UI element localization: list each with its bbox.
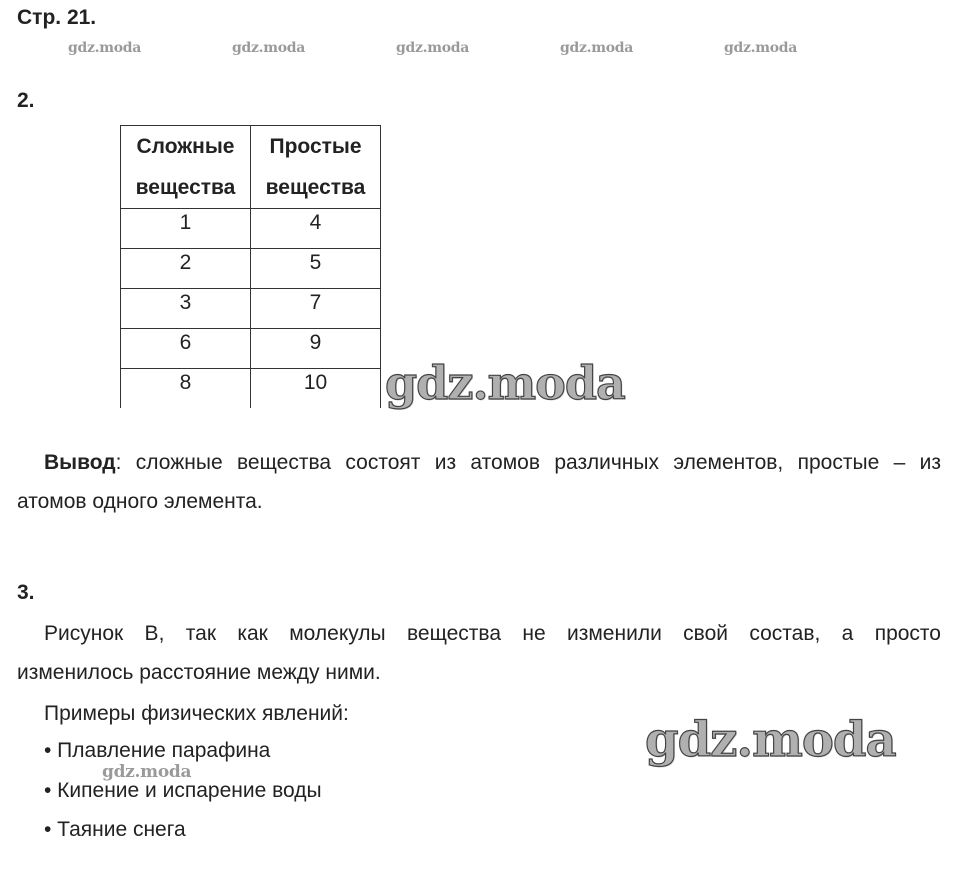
list-item: • Плавление парафина: [44, 739, 271, 762]
header-simple: [251, 126, 381, 209]
list-item: • Таяние снега: [44, 818, 186, 841]
header-complex: [121, 126, 251, 209]
watermark: gdz.moda: [102, 762, 192, 782]
table-cell: 1: [121, 209, 251, 249]
table-row: [121, 329, 381, 369]
table-header-row: [121, 126, 381, 209]
task-3-number: 3.: [17, 581, 35, 604]
table-row: [121, 249, 381, 289]
header-simple-label: Простые вещества: [265, 135, 366, 199]
page-title: Стр. 21.: [17, 6, 97, 29]
header-complex-label: Сложные вещества: [135, 135, 236, 199]
conclusion-line-2: атомов одного элемента.: [17, 490, 263, 513]
table-cell: 2: [121, 249, 251, 289]
watermark: gdz.moda: [232, 40, 306, 56]
conclusion-line-1: [17, 443, 941, 482]
list-item: • Кипение и испарение воды: [44, 779, 322, 802]
task-3-line-2: изменилось расстояние между ними.: [17, 661, 381, 684]
table-cell: 6: [121, 329, 251, 369]
task-2-number: 2.: [17, 89, 35, 112]
watermark: gdz.moda: [68, 40, 142, 56]
table-cell: 5: [251, 249, 381, 289]
table-row: [121, 289, 381, 329]
table-cell: 4: [251, 209, 381, 249]
watermark: gdz.moda: [724, 40, 798, 56]
examples-title: Примеры физических явлений:: [44, 702, 349, 725]
table-cell: 10: [251, 369, 381, 409]
conclusion-label: Вывод: [44, 451, 116, 474]
watermark: gdz.moda: [396, 40, 470, 56]
watermark: gdz.moda: [385, 356, 625, 410]
table-cell: 7: [251, 289, 381, 329]
table-cell: 8: [121, 369, 251, 409]
table-row: [121, 369, 381, 409]
watermark: gdz.moda: [560, 40, 634, 56]
table-cell: 3: [121, 289, 251, 329]
table-row: [121, 209, 381, 249]
task-3-line-1: Рисунок В, так как молекулы вещества не изменили свой состав, а просто: [44, 622, 941, 645]
watermark: gdz.moda: [645, 712, 896, 768]
substances-table: [120, 125, 381, 408]
table-cell: 9: [251, 329, 381, 369]
conclusion-text: : сложные вещества состоят из атомов различных элементов, простые – из: [115, 451, 941, 474]
